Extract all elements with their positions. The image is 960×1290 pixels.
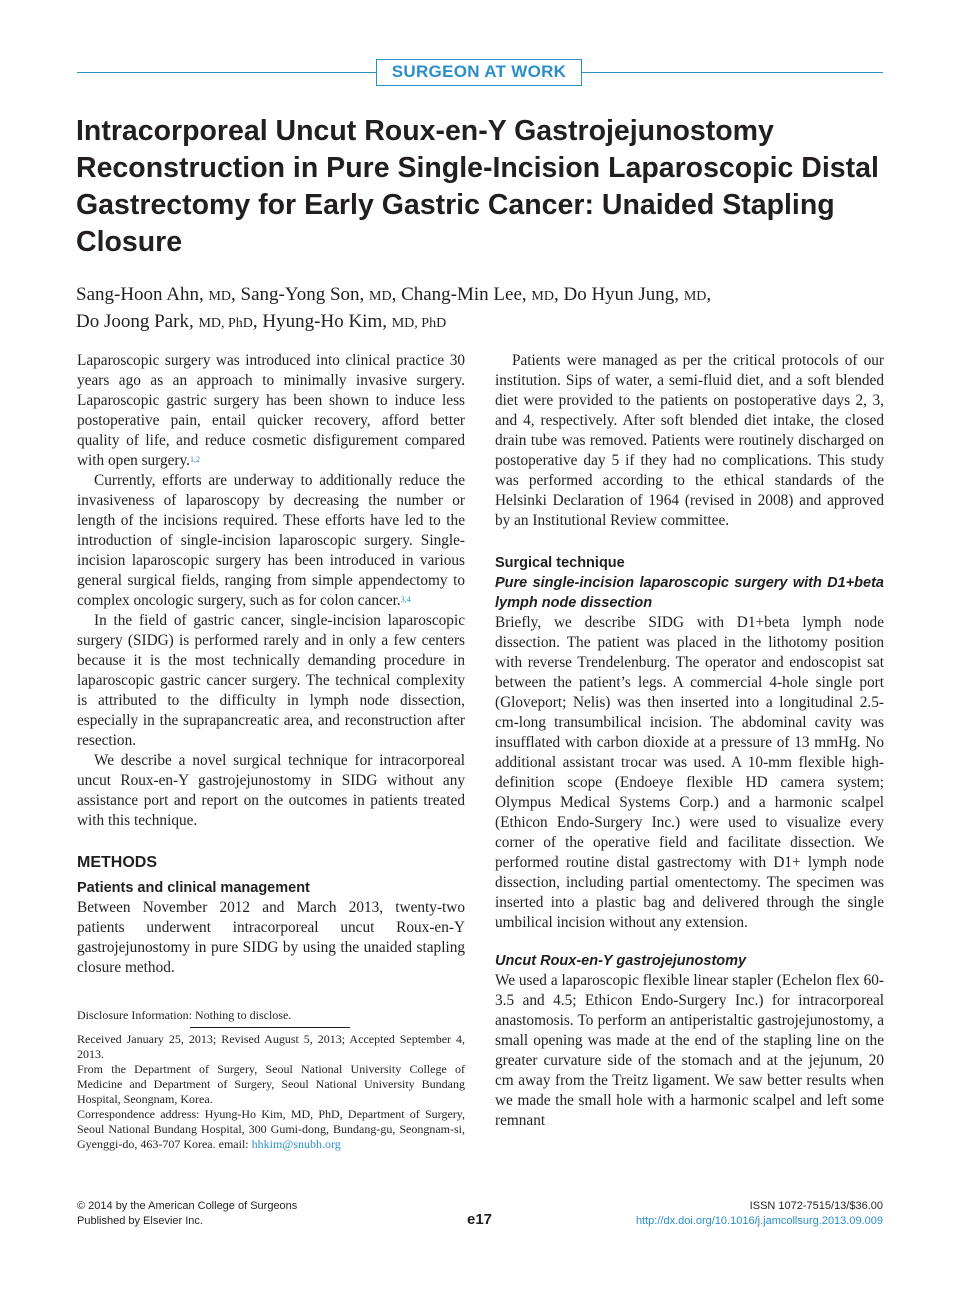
intro-paragraph-2: [77, 471, 465, 611]
intro-paragraph-3: In the field of gastric cancer, single-incision laparoscopic surgery (SIDG) is performed rarely and in only a few centers because it is the most technically demanding procedure in laparoscopic gastric cancer surgery. The technical complexity is attributed to the difficulty in lymph node dissection, especially in the suprapancreatic area, and reconstruction after resection.: [77, 612, 465, 749]
methods-heading: METHODS: [77, 854, 157, 871]
article-title: Intracorporeal Uncut Roux-en-Y Gastrojejunostomy Reconstruction in Pure Single-Incision Laparoscopic Distal Gastrectomy for Early Gastric Cancer: Unaided Stapling Closure: [76, 115, 879, 258]
author-degree: MD: [369, 289, 392, 304]
disclosure-note: Disclosure Information: Nothing to disclose.: [77, 1008, 292, 1022]
footer-left: [77, 1199, 297, 1229]
technique-paragraph: Briefly, we describe SIDG with D1+beta lymph node dissection. The patient was placed in the lithotomy position with reverse Trendelenburg. The operator and endoscopist sat between the patient’s legs. A commercial 4-hole single port (Gloveport; Nelis) was then inserted into a longitudinal 2.5-cm-long transumbilical incision. The abdominal cavity was insufflated with carbon dioxide at a pressure of 13 mmHg. No additional assistant trocar was used. A 10-mm flexible high-definition scope (Endoeye flexible HD camera system; Olympus Medical Systems Corp.) and a harmonic scalpel (Ethicon Endo-Surgery Inc.) were used to visualize every corner of the operative field and facilitate dissection. We performed routine distal gastrectomy with D1+ lymph node dissection, including partial omentectomy. The specimen was inserted into a plastic bag and delivered through the single umbilical incision without any extension.: [495, 614, 884, 931]
author-separator: ,: [706, 284, 712, 305]
protocol-paragraph: Patients were managed as per the critical protocols of our institution. Sips of water, a semi-fluid diet, and a soft blended diet were provided to the patients on postoperative days 2, 3, and 4, respectively. After soft blended diet intake, the closed drain tube was removed. Patients were routinely discharged on postoperative day 5 if they had no complications. This study was performed according to the ethical standards of the Helsinki Declaration of 1964 (revised in 2008) and approved by an Institutional Review committee.: [495, 352, 884, 529]
left-column: [77, 351, 465, 978]
author-name: Do Joong Park,: [76, 311, 199, 332]
author-degree: MD: [683, 289, 707, 304]
author-name: Hyung-Ho Kim,: [262, 311, 392, 332]
received-dates: Received January 25, 2013; Revised August 5, 2013; Accepted September 4, 2013.: [77, 1032, 465, 1061]
citation-ref[interactable]: 1,2: [190, 455, 201, 464]
article-notes: [77, 1032, 465, 1152]
author-degree: MD: [531, 289, 554, 304]
author-list: [76, 282, 896, 336]
uncut-roux-heading: Uncut Roux-en-Y gastrojejunostomy: [495, 953, 747, 969]
author-name: Sang-Hoon Ahn,: [76, 284, 209, 305]
doi-link[interactable]: http://dx.doi.org/10.1016/j.jamcollsurg.2013.09.009: [635, 1215, 883, 1227]
footer-right: [636, 1199, 883, 1229]
author-name: Sang-Yong Son,: [240, 284, 370, 305]
banner-rule-left: [77, 72, 376, 73]
notes-divider: [190, 1027, 350, 1028]
surgical-technique-heading: Surgical technique: [495, 555, 625, 571]
right-column: [495, 351, 884, 1131]
author-separator: ,: [391, 284, 402, 305]
page-number: e17: [467, 1211, 493, 1228]
citation-ref[interactable]: 3,4: [400, 595, 411, 604]
author-degree: MD: [208, 289, 232, 304]
author-name: Chang-Min Lee,: [401, 284, 532, 305]
author-degree: MD, PhD: [198, 316, 253, 331]
paragraph-text: Currently, efforts are underway to additionally reduce the invasiveness of laparoscopy by decreasing the number or length of the incisions required. These efforts have led to the introduction of single-incision laparoscopic surgery. Single-incision laparoscopic surgery has been introduced in various general surgical fields, ranging from simple appendectomy to complex oncologic surgery, such as for colon cancer.: [77, 472, 465, 609]
author-line-1: [76, 282, 896, 309]
banner-rule-right: [582, 72, 883, 73]
author-line-2: [76, 309, 896, 336]
intro-paragraph-1: [77, 351, 465, 471]
correspondence-text: Correspondence address: Hyung-Ho Kim, MD, PhD, Department of Surgery, Seoul National Bundang Hospital, 300 Gumi-dong, Bundang-gu, Seongnam-si, Gyenggi-do, 463-707 Korea. email:: [77, 1107, 465, 1151]
patients-paragraph: Between November 2012 and March 2013, twenty-two patients underwent intracorporeal uncut Roux-en-Y gastrojejunostomy in pure SIDG by using the unaided stapling closure method.: [77, 899, 465, 976]
copyright-text: © 2014 by the American College of Surgeons: [77, 1200, 298, 1212]
intro-paragraph-4: We describe a novel surgical technique for intracorporeal uncut Roux-en-Y gastrojejunostomy in SIDG without any assistance port and report on the outcomes in patients treated with this technique.: [77, 752, 465, 829]
email-link[interactable]: hhkim@snubh.org: [251, 1137, 341, 1151]
author-degree: MD, PhD: [391, 316, 447, 331]
correspondence-note: [77, 1107, 465, 1152]
publisher-text: Published by Elsevier Inc.: [77, 1215, 203, 1227]
issn-text: ISSN 1072-7515/13/$36.00: [749, 1200, 883, 1212]
patients-heading: Patients and clinical management: [77, 880, 310, 896]
pure-sils-heading: Pure single-incision laparoscopic surgery with D1+beta lymph node dissection: [495, 575, 884, 611]
author-separator: ,: [553, 284, 564, 305]
author-separator: ,: [231, 284, 241, 305]
anastomosis-paragraph: We used a laparoscopic flexible linear stapler (Echelon flex 60-3.5 and 4.5; Ethicon Endo-Surgery Inc.) for intracorporeal anastomosis. To perform an antiperistaltic gastrojejunostomy, a small opening was made at the end of the stapling line on the greater curvature side of the stomach and at the jejunum, 20 cm away from the Treitz ligament. We saw better results when we made the small hole with a harmonic scalpel and left some remnant: [495, 972, 884, 1129]
author-name: Do Hyun Jung,: [563, 284, 684, 305]
section-banner: SURGEON AT WORK: [376, 59, 582, 86]
paragraph-text: Laparoscopic surgery was introduced into clinical practice 30 years ago as an approach to minimally invasive surgery. Laparoscopic gastric surgery has been shown to induce less postoperative pain, entail quicker recovery, afford better quality of life, and reduce cosmetic disfigurement compared with open surgery.: [77, 352, 465, 469]
affiliation-note: From the Department of Surgery, Seoul National University College of Medicine and Department of Surgery, Seoul National University Bundang Hospital, Seongnam, Korea.: [77, 1062, 465, 1106]
author-separator: ,: [252, 311, 263, 332]
